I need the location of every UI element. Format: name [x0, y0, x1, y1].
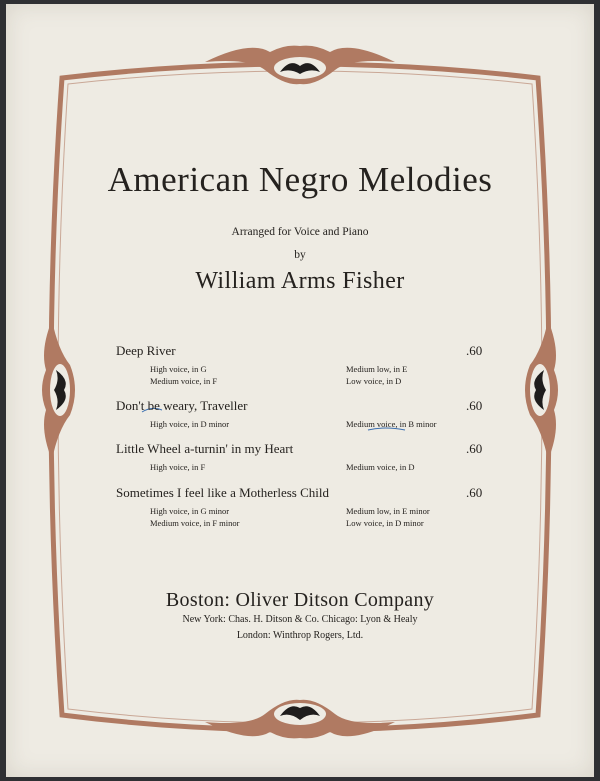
voice-option: Medium voice, in F minor: [150, 518, 240, 528]
author-name: William Arms Fisher: [195, 268, 405, 294]
voice-option: High voice, in G minor: [150, 506, 230, 516]
song-price: .60: [466, 343, 483, 358]
publisher-london: London: Winthrop Rogers, Ltd.: [236, 630, 364, 641]
voice-option: Low voice, in D minor: [346, 518, 424, 528]
voice-option: Medium low, in E: [346, 364, 408, 374]
song-title: Deep River: [116, 343, 176, 358]
subtitle: Arranged for Voice and Piano: [231, 226, 369, 238]
publisher-main: Boston: Oliver Ditson Company: [165, 589, 435, 611]
song-title: Little Wheel a-turnin' in my Heart: [116, 441, 294, 456]
voice-option: Medium low, in E minor: [346, 506, 430, 516]
voice-option: Medium voice, in B minor: [346, 419, 437, 429]
voice-option: Medium voice, in F: [150, 376, 218, 386]
song-title: Sometimes I feel like a Motherless Child: [116, 485, 330, 500]
bottom-ornament: [205, 700, 395, 739]
voice-option: Medium voice, in D: [346, 462, 415, 472]
voice-option: High voice, in G: [150, 364, 207, 374]
song-title: Don't be weary, Traveller: [116, 398, 248, 413]
voice-option: Low voice, in D: [346, 376, 402, 386]
voice-option: High voice, in F: [150, 462, 206, 472]
voice-option: High voice, in D minor: [150, 419, 230, 429]
song-price: .60: [466, 398, 483, 413]
publisher-branches: New York: Chas. H. Ditson & Co. Chicago: Lyon & Healy: [182, 614, 418, 625]
song-price: .60: [466, 441, 483, 456]
by-label: by: [294, 249, 306, 261]
page-title: American Negro Melodies: [107, 160, 493, 199]
song-price: .60: [466, 485, 483, 500]
